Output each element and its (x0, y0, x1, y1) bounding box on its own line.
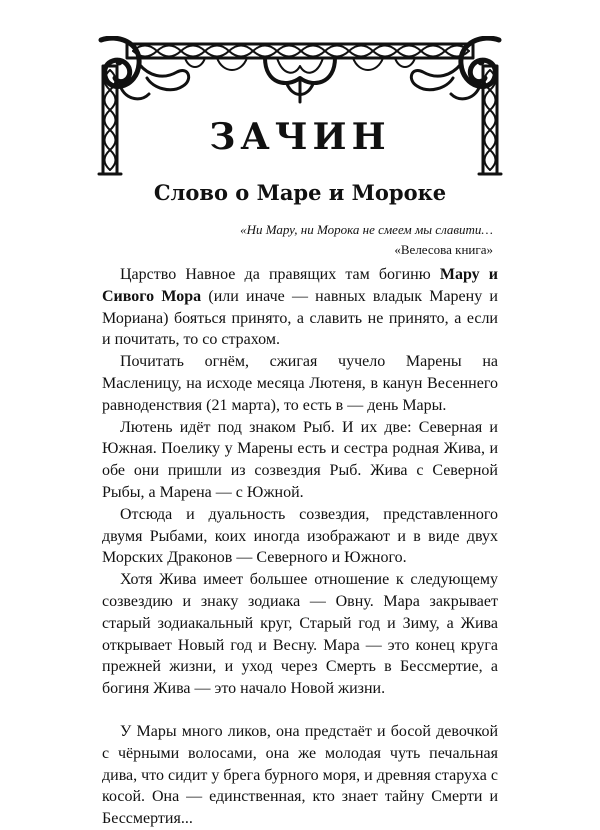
paragraph-text: (или иначе — навных владык Марену и Мориана) бояться принято, а славить не принято, а если и почитать, то со страхом. (102, 287, 498, 349)
emphasized-names: Мару и Сивого Мора (102, 266, 498, 305)
paragraph: У Мары много ликов, она предстаёт и босой девочкой с чёрными волосами, она же молодая чуть печальная дива, что сидит у брега бурного моря, и древняя старуха с косой. Она — единственная, кто знает тайну Смерти и Бессмертия... (102, 722, 498, 828)
body-text (102, 264, 498, 830)
epigraph (240, 220, 493, 260)
paragraph: Почитать огнём, сжигая чучело Марены на Масленицу, на исходе месяца Лютеня, в канун Весеннего равноденствия (21 марта), то есть в — день Мары. (102, 353, 498, 414)
epigraph-source: «Велесова книга» (394, 242, 493, 257)
paragraph (102, 264, 498, 351)
paragraph: Отсюда и дуальность созвездия, представленного двумя Рыбами, коих иногда изображают и в виде двух Морских Драконов — Северного и Южного. (102, 505, 498, 567)
chapter-title: ЗАЧИН (209, 116, 391, 158)
paragraph: Хотя Жива имеет большее отношение к следующему созвездию и знаку зодиака — Овну. Мара закрывает старый зодиакальный круг, Старый год и Зиму, а Жива открывает Новый год и Весну. Мара — это конец круга прежней жизни, и уход через Смерть в Бессмертие, а богиня Жива — это начало Новой жизни. (102, 571, 498, 698)
paragraph: Лютень идёт под знаком Рыб. И их две: Северная и Южная. Поелику у Марены есть и сестра родная Жива, и обе они пришли из созвездия Рыб. Жива с Северной Рыбы, а Марена — с Южной. (102, 418, 498, 501)
epigraph-quote: «Ни Мару, ни Морока не смеем мы славити… (240, 222, 493, 237)
paragraph-text: Царство Навное да правящих там богиню (120, 266, 440, 283)
section-title: Слово о Маре и Мороке (153, 180, 447, 205)
